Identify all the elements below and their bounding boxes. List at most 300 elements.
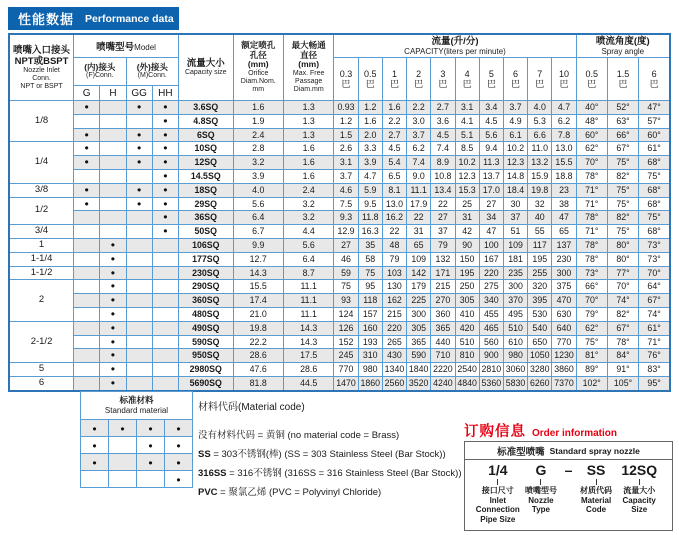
capacity-value-cell: 35 <box>358 238 382 252</box>
order-code-label: 喷嘴型号 <box>524 486 557 495</box>
capacity-value-cell: 9.3 <box>334 211 358 225</box>
pressure-value: 6 <box>651 69 657 79</box>
capacity-value-cell: 980 <box>358 363 382 377</box>
spray-angle-cell: 89° <box>576 363 607 377</box>
order-code-label: 流量大小 <box>623 486 656 495</box>
capacity-value-cell: 55 <box>528 225 552 239</box>
table-row <box>9 225 670 239</box>
pressure-value: 0.5 <box>585 69 598 79</box>
table-row <box>9 142 670 156</box>
pressure-value: 0.3 <box>339 69 353 79</box>
model-dot-cell <box>126 266 152 280</box>
capacity-value-cell: 75 <box>334 280 358 294</box>
orifice-value-cell: 12.7 <box>233 252 283 266</box>
capacity-value-cell: 15.9 <box>528 169 552 183</box>
capacity-value-cell: 152 <box>334 335 358 349</box>
passage-value-cell: 11.1 <box>283 294 333 308</box>
passage-value-cell: 2.4 <box>283 183 333 197</box>
table-row <box>9 335 670 349</box>
spray-angle-cell: 77° <box>607 266 638 280</box>
inlet-size-cell: 1-1/4 <box>9 252 74 266</box>
capacity-value-cell: 305 <box>455 294 479 308</box>
capacity-value-cell: 810 <box>455 349 479 363</box>
model-dot-cell <box>152 321 178 335</box>
model-dot-cell: ● <box>100 321 126 335</box>
capacity-value-cell: 42 <box>455 225 479 239</box>
spray-angle-cell: 71° <box>576 225 607 239</box>
capacity-value-cell: 37 <box>431 225 455 239</box>
capacity-value-cell: 6.6 <box>528 128 552 142</box>
capacity-value-cell: 710 <box>431 349 455 363</box>
capacity-value-cell: 7.5 <box>334 197 358 211</box>
orifice-value-cell: 28.6 <box>233 349 283 363</box>
spray-angle-cell: 47° <box>639 101 670 115</box>
capacity-value-cell: 4.5 <box>431 128 455 142</box>
header-capacity-group <box>334 34 576 58</box>
performance-table <box>8 33 671 392</box>
capacity-value-cell: 3.0 <box>407 114 431 128</box>
capacity-value-cell: 12.3 <box>455 169 479 183</box>
model-dot-cell: ● <box>152 225 178 239</box>
capacity-value-cell: 1.2 <box>334 114 358 128</box>
header-capacity-zh: 流量(升/分) <box>431 36 479 47</box>
model-dot-cell: ● <box>100 252 126 266</box>
passage-value-cell: 11.1 <box>283 280 333 294</box>
model-dot-cell <box>74 376 100 390</box>
page-title-en: Performance data <box>85 12 174 25</box>
capacity-value-cell: 17.0 <box>479 183 503 197</box>
capacity-value-cell: 13.4 <box>431 183 455 197</box>
material-code-bold: 316SS <box>198 468 227 479</box>
spray-angle-cell: 61° <box>639 321 670 335</box>
table-row <box>9 376 670 390</box>
capacity-value-cell: 48 <box>382 238 406 252</box>
order-code-value: G <box>535 462 547 478</box>
passage-value-cell: 14.3 <box>283 321 333 335</box>
capacity-value-cell: 4.0 <box>528 101 552 115</box>
spray-angle-cell: 67° <box>607 321 638 335</box>
order-code-tick <box>639 479 640 485</box>
header-inlet-zh2: NPT或BSPT <box>14 55 69 67</box>
capacity-value-cell: 109 <box>503 238 527 252</box>
pressure-value: 0.5 <box>363 69 377 79</box>
material-code-legend <box>198 398 462 502</box>
capacity-value-cell: 2810 <box>479 363 503 377</box>
spray-angle-cell: 75° <box>607 225 638 239</box>
order-code-value: 12SQ <box>621 462 658 478</box>
pressure-column-header <box>334 58 358 101</box>
spray-angle-cell: 68° <box>639 156 670 170</box>
material-dot-cell: ● <box>137 420 165 437</box>
page-title <box>8 7 179 30</box>
model-dot-cell: ● <box>100 335 126 349</box>
spray-angle-cell: 60° <box>639 128 670 142</box>
capacity-size-cell: 12SQ <box>179 156 233 170</box>
spray-angle-cell: 70° <box>607 280 638 294</box>
table-row <box>9 101 670 115</box>
model-dot-cell: ● <box>100 294 126 308</box>
capacity-value-cell: 2560 <box>382 376 406 390</box>
model-dot-cell: ● <box>152 156 178 170</box>
inlet-size-cell: 2 <box>9 280 74 321</box>
page-title-zh: 性能数据 <box>18 12 75 27</box>
model-dot-cell <box>74 363 100 377</box>
order-code-label: Inlet <box>489 495 507 505</box>
model-dot-cell <box>100 183 126 197</box>
capacity-value-cell: 3860 <box>552 363 576 377</box>
capacity-value-cell: 360 <box>431 307 455 321</box>
model-dot-cell: ● <box>126 128 152 142</box>
spray-angle-cell: 82° <box>607 169 638 183</box>
header-angle-zh: 喷流角度(度) <box>595 36 650 47</box>
pressure-column-header <box>431 58 455 101</box>
capacity-value-cell: 215 <box>431 280 455 294</box>
model-dot-cell <box>100 197 126 211</box>
pressure-value: 6 <box>513 69 519 79</box>
pressure-unit: 巴 <box>414 79 424 89</box>
header-angle-en: Spray angle <box>601 47 645 56</box>
capacity-value-cell: 3.7 <box>334 169 358 183</box>
pressure-value: 3 <box>440 69 446 79</box>
capacity-size-cell: 2980SQ <box>179 363 233 377</box>
capacity-value-cell: 365 <box>407 335 431 349</box>
capacity-value-cell: 1.5 <box>334 128 358 142</box>
capacity-size-cell: 6SQ <box>179 128 233 142</box>
model-dot-cell <box>126 169 152 183</box>
pressure-value: 2 <box>416 69 422 79</box>
capacity-value-cell: 16.2 <box>382 211 406 225</box>
material-dot-cell: ● <box>81 420 109 437</box>
spray-angle-cell: 84° <box>607 349 638 363</box>
capacity-value-cell: 455 <box>479 307 503 321</box>
capacity-value-cell: 150 <box>455 252 479 266</box>
order-box-title-en: Standard spray nozzle <box>549 445 640 456</box>
capacity-value-cell: 900 <box>479 349 503 363</box>
capacity-size-cell: 3.6SQ <box>179 101 233 115</box>
capacity-value-cell: 100 <box>479 238 503 252</box>
capacity-value-cell: 16.3 <box>358 225 382 239</box>
capacity-value-cell: 4.5 <box>479 114 503 128</box>
capacity-value-cell: 495 <box>503 307 527 321</box>
pressure-value: 5 <box>488 69 494 79</box>
pressure-unit: 巴 <box>389 79 399 89</box>
model-column-header: H <box>100 86 126 101</box>
capacity-value-cell: 420 <box>455 321 479 335</box>
model-dot-cell <box>152 266 178 280</box>
capacity-value-cell: 34 <box>479 211 503 225</box>
model-dot-cell <box>126 376 152 390</box>
passage-value-cell: 1.6 <box>283 169 333 183</box>
orifice-value-cell: 19.8 <box>233 321 283 335</box>
capacity-value-cell: 32 <box>528 197 552 211</box>
capacity-size-cell: 18SQ <box>179 183 233 197</box>
material-dot-cell <box>109 454 137 471</box>
capacity-value-cell: 9.4 <box>479 142 503 156</box>
spray-angle-cell: 62° <box>576 142 607 156</box>
model-dot-cell <box>126 252 152 266</box>
capacity-value-cell: 1.6 <box>382 101 406 115</box>
model-dot-cell: ● <box>100 376 126 390</box>
table-row <box>9 363 670 377</box>
table-row <box>9 197 670 211</box>
capacity-size-cell: 177SQ <box>179 252 233 266</box>
spray-angle-cell: 78° <box>576 238 607 252</box>
model-dot-cell: ● <box>100 349 126 363</box>
model-dot-cell <box>74 211 100 225</box>
orifice-value-cell: 2.4 <box>233 128 283 142</box>
table-row <box>9 169 670 183</box>
header-capacity-size <box>179 34 233 101</box>
passage-value-cell: 17.5 <box>283 349 333 363</box>
material-title-zh: 标准材料 <box>119 395 154 406</box>
pressure-value: 7 <box>537 69 543 79</box>
model-column-header: G <box>74 86 100 101</box>
capacity-value-cell: 22 <box>382 225 406 239</box>
inlet-size-cell: 1/4 <box>9 142 74 183</box>
capacity-value-cell: 540 <box>528 321 552 335</box>
capacity-value-cell: 157 <box>358 307 382 321</box>
spray-angle-cell: 67° <box>607 142 638 156</box>
model-dot-cell <box>152 280 178 294</box>
model-dot-cell <box>100 156 126 170</box>
capacity-size-cell: 950SQ <box>179 349 233 363</box>
spray-angle-cell: 78° <box>576 252 607 266</box>
capacity-value-cell: 5.3 <box>528 114 552 128</box>
capacity-value-cell: 3.9 <box>358 156 382 170</box>
capacity-value-cell: 6.1 <box>503 128 527 142</box>
capacity-value-cell: 410 <box>455 307 479 321</box>
pressure-unit: 巴 <box>341 79 351 89</box>
capacity-value-cell: 109 <box>407 252 431 266</box>
capacity-value-cell: 255 <box>528 266 552 280</box>
capacity-value-cell: 1860 <box>358 376 382 390</box>
material-dot-cell: ● <box>165 420 193 437</box>
table-row <box>9 238 670 252</box>
pressure-column-header <box>528 58 552 101</box>
spray-angle-cell: 66° <box>607 128 638 142</box>
material-dot-cell <box>109 471 137 488</box>
capacity-value-cell: 7.4 <box>407 156 431 170</box>
capacity-size-cell: 290SQ <box>179 280 233 294</box>
capacity-value-cell: 15.5 <box>552 156 576 170</box>
model-dot-cell: ● <box>152 169 178 183</box>
capacity-value-cell: 3520 <box>407 376 431 390</box>
header-passage-mm: (mm) <box>298 59 320 70</box>
capacity-value-cell: 1470 <box>334 376 358 390</box>
table-row <box>9 211 670 225</box>
pressure-unit: 巴 <box>365 79 375 89</box>
material-code-text: 没有材料代码 = 黄铜 (no material code = Brass) <box>198 430 400 441</box>
header-model-zh: 喷嘴型号 <box>96 42 135 53</box>
capacity-size-cell: 230SQ <box>179 266 233 280</box>
spray-angle-cell: 79° <box>576 307 607 321</box>
material-row <box>81 471 193 488</box>
material-code-text: = 303不锈钢(棒) (SS = 303 Stainless Steel (Bar Stock)) <box>210 449 446 460</box>
capacity-value-cell: 440 <box>431 335 455 349</box>
capacity-value-cell: 47 <box>552 211 576 225</box>
pressure-column-header <box>479 58 503 101</box>
capacity-value-cell: 12.3 <box>503 156 527 170</box>
material-table-header <box>81 392 193 420</box>
capacity-value-cell: 118 <box>358 294 382 308</box>
material-code-line <box>198 445 462 464</box>
capacity-value-cell: 4.7 <box>358 169 382 183</box>
spray-angle-cell: 73° <box>639 252 670 266</box>
capacity-value-cell: 10.2 <box>455 156 479 170</box>
material-title-en: Standard material <box>104 405 169 415</box>
material-dot-cell: ● <box>137 454 165 471</box>
model-dot-cell: ● <box>74 142 100 156</box>
spray-angle-cell: 75° <box>639 211 670 225</box>
spray-angle-cell: 40° <box>576 101 607 115</box>
spray-angle-cell: 75° <box>607 197 638 211</box>
spray-angle-cell: 70° <box>576 294 607 308</box>
inlet-size-cell: 3/8 <box>9 183 74 197</box>
capacity-value-cell: 27 <box>479 197 503 211</box>
capacity-size-cell: 4.8SQ <box>179 114 233 128</box>
capacity-value-cell: 23 <box>552 183 576 197</box>
capacity-value-cell: 30 <box>503 197 527 211</box>
capacity-value-cell: 4.1 <box>455 114 479 128</box>
order-code-label: Type <box>531 505 550 514</box>
model-dot-cell: ● <box>100 307 126 321</box>
pressure-value: 1.5 <box>616 69 630 79</box>
capacity-value-cell: 3.7 <box>503 101 527 115</box>
passage-value-cell: 44.5 <box>283 376 333 390</box>
capacity-value-cell: 9.0 <box>407 169 431 183</box>
order-information-box <box>464 441 673 531</box>
material-code-text: = 316不锈钢 (316SS = 316 Stainless Steel (Bar Stock)) <box>226 468 462 479</box>
capacity-value-cell: 160 <box>358 321 382 335</box>
model-dot-cell <box>152 349 178 363</box>
capacity-value-cell: 18.4 <box>503 183 527 197</box>
capacity-size-cell: 36SQ <box>179 211 233 225</box>
capacity-value-cell: 5.4 <box>382 156 406 170</box>
spray-angle-cell: 78° <box>607 335 638 349</box>
model-dot-cell <box>74 169 100 183</box>
material-dot-cell <box>81 471 109 488</box>
model-dot-cell: ● <box>74 197 100 211</box>
capacity-value-cell: 10.8 <box>431 169 455 183</box>
capacity-value-cell: 375 <box>552 280 576 294</box>
orifice-value-cell: 21.0 <box>233 307 283 321</box>
capacity-value-cell: 31 <box>407 225 431 239</box>
spray-angle-cell: 105° <box>607 376 638 390</box>
capacity-value-cell: 11.8 <box>358 211 382 225</box>
model-dot-cell <box>74 307 100 321</box>
passage-value-cell: 3.2 <box>283 211 333 225</box>
model-dot-cell <box>126 238 152 252</box>
model-dot-cell <box>152 363 178 377</box>
capacity-value-cell: 3060 <box>503 363 527 377</box>
header-inlet-connection <box>9 34 74 101</box>
capacity-value-cell: 4.5 <box>382 142 406 156</box>
capacity-value-cell: 2.2 <box>382 114 406 128</box>
model-dot-cell: ● <box>74 156 100 170</box>
header-male-conn <box>126 58 178 86</box>
material-code-bold: PVC <box>198 487 218 498</box>
capacity-size-cell: 490SQ <box>179 321 233 335</box>
capacity-value-cell: 162 <box>382 294 406 308</box>
capacity-value-cell: 171 <box>431 266 455 280</box>
capacity-value-cell: 79 <box>431 238 455 252</box>
order-box-title-zh: 标准型喷嘴 <box>497 446 545 458</box>
spray-angle-cell: 81° <box>576 349 607 363</box>
capacity-value-cell: 3.1 <box>455 101 479 115</box>
header-orifice-en: Orifice Diam.Nom. mm <box>240 69 276 93</box>
capacity-value-cell: 5.6 <box>479 128 503 142</box>
spray-angle-cell: 68° <box>639 225 670 239</box>
capacity-value-cell: 2.0 <box>358 128 382 142</box>
capacity-value-cell: 230 <box>552 252 576 266</box>
capacity-size-cell: 590SQ <box>179 335 233 349</box>
model-dot-cell <box>100 142 126 156</box>
spray-angle-cell: 68° <box>639 183 670 197</box>
model-dot-cell: ● <box>100 363 126 377</box>
capacity-value-cell: 650 <box>528 335 552 349</box>
order-code-tick <box>596 479 597 485</box>
passage-value-cell: 1.3 <box>283 128 333 142</box>
header-spray-angle-group <box>576 34 670 58</box>
order-code-tick <box>497 479 498 485</box>
passage-value-cell: 11.1 <box>283 307 333 321</box>
capacity-value-cell: 79 <box>382 252 406 266</box>
table-row <box>9 156 670 170</box>
capacity-value-cell: 8.1 <box>382 183 406 197</box>
capacity-value-cell: 4.9 <box>503 114 527 128</box>
capacity-value-cell: 10.2 <box>503 142 527 156</box>
header-female-conn <box>74 58 126 86</box>
capacity-value-cell: 510 <box>455 335 479 349</box>
order-code-label: 材质代码 <box>580 486 613 495</box>
header-fconn-zh: (内)接头 <box>84 61 116 72</box>
order-code-value: 1/4 <box>488 462 508 478</box>
header-fconn-en: (F)Conn. <box>86 72 114 80</box>
capacity-value-cell: 124 <box>334 307 358 321</box>
pressure-column-header <box>503 58 527 101</box>
model-dot-cell: ● <box>74 183 100 197</box>
spray-angle-cell: 57° <box>639 114 670 128</box>
spray-angle-cell: 61° <box>639 142 670 156</box>
capacity-value-cell: 103 <box>382 266 406 280</box>
order-code-label: Size <box>631 505 648 514</box>
model-dot-cell <box>152 294 178 308</box>
passage-value-cell: 14.3 <box>283 335 333 349</box>
capacity-value-cell: 340 <box>479 294 503 308</box>
spray-angle-cell: 75° <box>607 183 638 197</box>
orifice-value-cell: 6.4 <box>233 211 283 225</box>
model-dot-cell <box>126 225 152 239</box>
capacity-value-cell: 47 <box>479 225 503 239</box>
model-dot-cell <box>74 349 100 363</box>
orifice-value-cell: 3.2 <box>233 156 283 170</box>
capacity-value-cell: 2.7 <box>382 128 406 142</box>
capacity-value-cell: 59 <box>334 266 358 280</box>
capacity-value-cell: 142 <box>407 266 431 280</box>
capacity-value-cell: 1230 <box>552 349 576 363</box>
capacity-value-cell: 3.3 <box>358 142 382 156</box>
orifice-value-cell: 9.9 <box>233 238 283 252</box>
header-orifice-mm: (mm) <box>247 59 269 70</box>
spray-angle-cell: 83° <box>639 363 670 377</box>
material-dot-cell: ● <box>109 420 137 437</box>
capacity-value-cell: 126 <box>334 321 358 335</box>
model-dot-cell <box>126 349 152 363</box>
capacity-value-cell: 137 <box>552 238 576 252</box>
header-size-en: Capacity size <box>184 69 227 76</box>
model-dot-cell <box>126 114 152 128</box>
capacity-size-cell: 29SQ <box>179 197 233 211</box>
